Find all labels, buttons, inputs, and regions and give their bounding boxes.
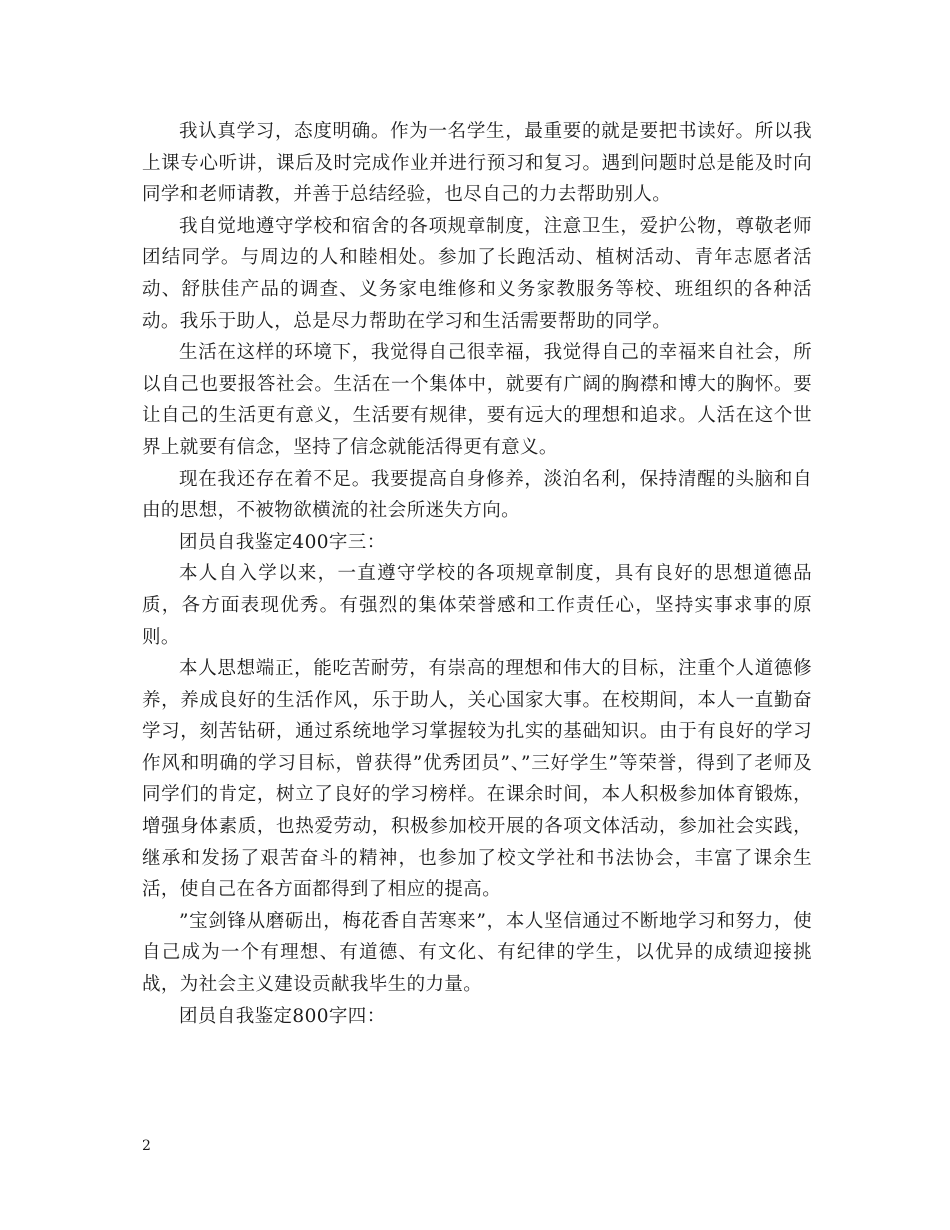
- section-heading-three: 团员自我鉴定400字三：: [179, 531, 386, 553]
- paragraph-since-enrollment: 本人自入学以来，一直遵守学校的各项规章制度，具有良好的思想道德品质，各方面表现优秀。有强烈的集体荣誉感和工作责任心，坚持实事求事的原则。: [142, 563, 812, 648]
- document-body: [142, 116, 812, 1032]
- paragraph-life-environment: 生活在这样的环境下，我觉得自己很幸福，我觉得自己的幸福来自社会，所以自己也要报答社会。生活在一个集体中，就要有广阔的胸襟和博大的胸怀。要让自己的生活更有意义，生活要有规律，要有远大的理想和追求。人活在这个世界上就要有信念，坚持了信念就能活得更有意义。: [142, 342, 812, 458]
- paragraph-shortcomings: 现在我还存在着不足。我要提高自身修养，淡泊名利，保持清醒的头脑和自由的思想，不被物欲横流的社会所迷失方向。: [142, 468, 812, 522]
- paragraph-study-attitude: 我认真学习，态度明确。作为一名学生，最重要的就是要把书读好。所以我上课专心听讲，课后及时完成作业并进行预习和复习。遇到问题时总是能及时向同学和老师请教，并善于总结经验，也尽自己的力去帮助别人。: [142, 121, 812, 206]
- section-heading-four: 团员自我鉴定800字四：: [179, 1005, 386, 1027]
- paragraph-ideology: 本人思想端正，能吃苦耐劳，有崇高的理想和伟大的目标，注重个人道德修养，养成良好的生活作风，乐于助人，关心国家大事。在校期间，本人一直勤奋学习，刻苦钻研，通过系统地学习掌握较为扎实的基础知识。由于有良好的学习作风和明确的学习目标，曾获得”优秀团员”、”三好学生”等荣誉，得到了老师及同学们的肯定，树立了良好的学习榜样。在课余时间，本人积极参加体育锻炼，增强身体素质，也热爱劳动，积极参加校开展的各项文体活动，参加社会实践，继承和发扬了艰苦奋斗的精神，也参加了校文学社和书法协会，丰富了课余生活，使自己在各方面都得到了相应的提高。: [142, 658, 812, 901]
- page-number: 2: [142, 1138, 151, 1154]
- paragraph-closing-quote: ”宝剑锋从磨砺出，梅花香自苦寒来”，本人坚信通过不断地学习和努力，使自己成为一个有理想、有道德、有文化、有纪律的学生，以优异的成绩迎接挑战，为社会主义建设贡献我毕生的力量。: [142, 910, 812, 996]
- paragraph-school-rules: 我自觉地遵守学校和宿舍的各项规章制度，注意卫生，爱护公物，尊敬老师团结同学。与周边的人和睦相处。参加了长跑活动、植树活动、青年志愿者活动、舒肤佳产品的调查、义务家电维修和义务家教服务等校、班组织的各种活动。我乐于助人，总是尽力帮助在学习和生活需要帮助的同学。: [142, 215, 812, 332]
